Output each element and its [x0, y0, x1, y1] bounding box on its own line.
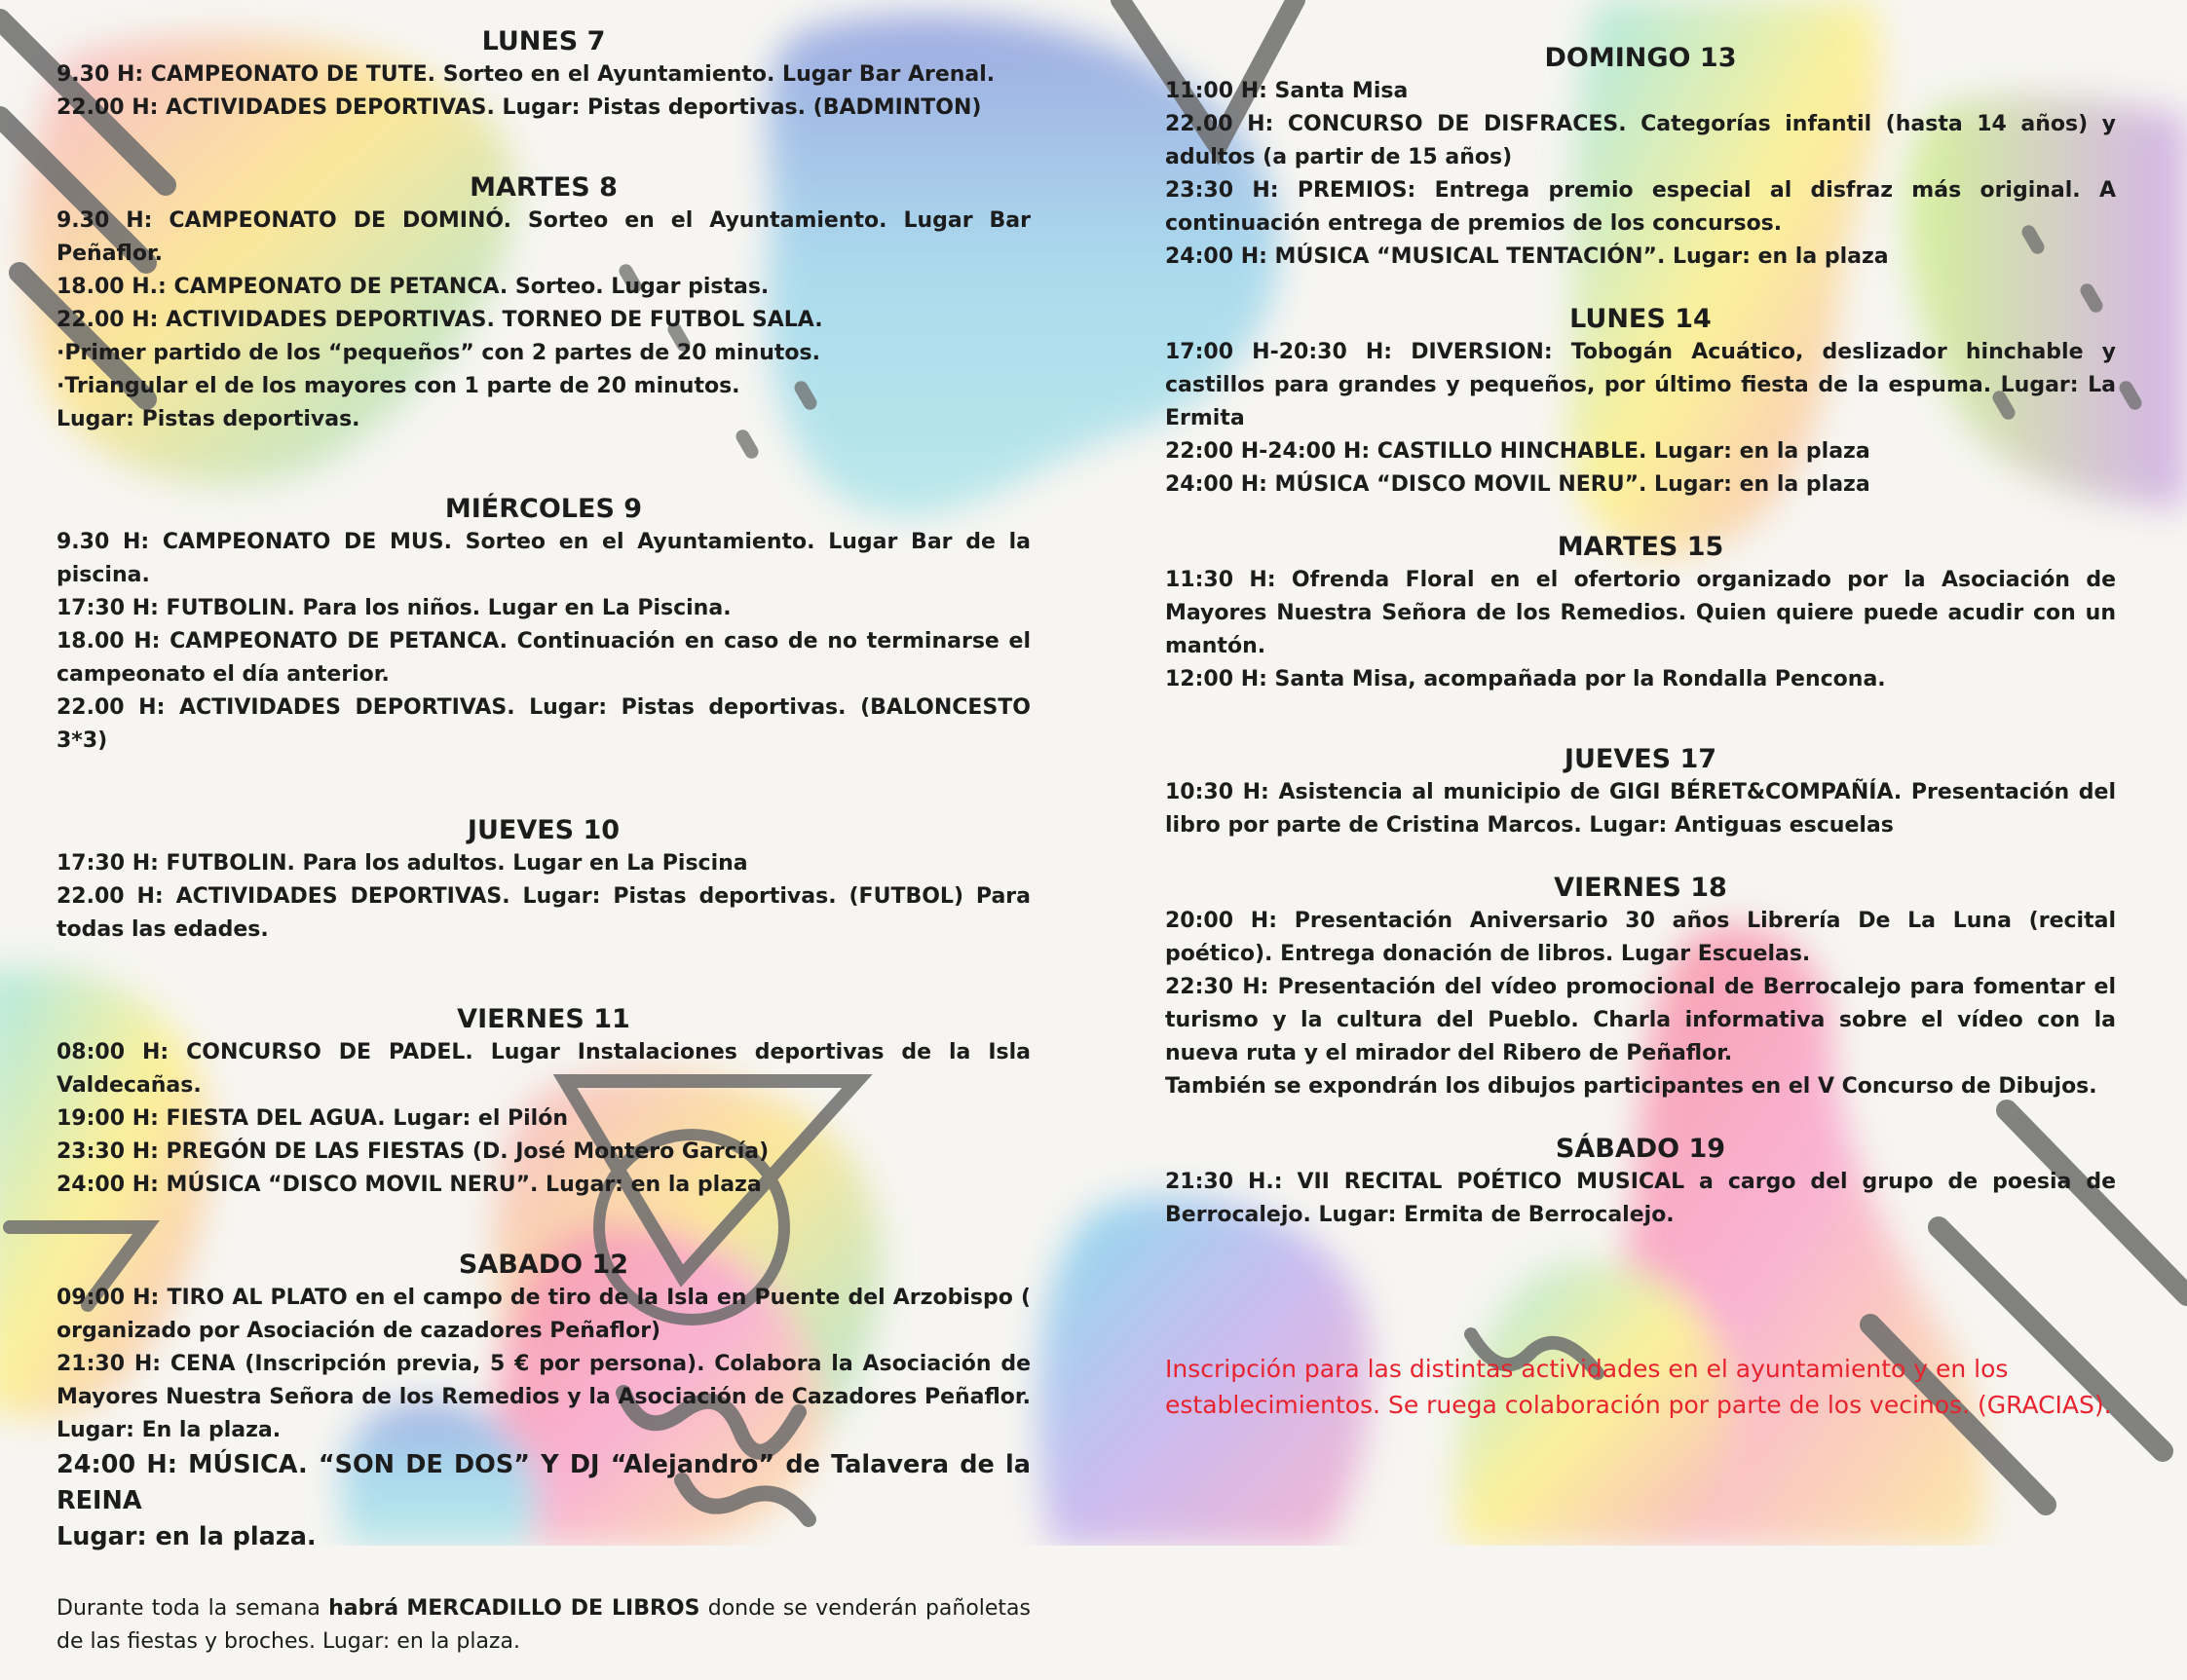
day-block-jueves-10	[57, 814, 1031, 947]
event-line-highlight: Lugar: en la plaza.	[57, 1522, 317, 1551]
registration-notice: Inscripción para las distintas actividades en el ayuntamiento y en los establecimientos. Se ruega colaboración por parte de los vecinos. (GRACIAS).	[1165, 1355, 2112, 1419]
day-block-sabado-12	[57, 1249, 1031, 1555]
event-line: 21:30 H.: VII RECITAL POÉTICO MUSICAL a cargo del grupo de poesia de Berrocalejo. Lugar: Ermita de Berrocalejo.	[1165, 1170, 2116, 1227]
market-text-1: Durante toda la semana	[57, 1596, 329, 1621]
day-title: VIERNES 18	[1554, 873, 1727, 903]
event-line: También se expondrán los dibujos participantes en el V Concurso de Dibujos.	[1165, 1074, 2097, 1099]
day-title: MIÉRCOLES 9	[444, 494, 643, 524]
event-line: 08:00 H: CONCURSO DE PADEL. Lugar Instalaciones deportivas de la Isla Valdecañas.	[57, 1040, 1031, 1098]
day-block-domingo-13	[1165, 42, 2116, 274]
event-line: 11:30 H: Ofrenda Floral en el ofertorio organizado por la Asociación de Mayores Nuestra Señora de los Remedios. Quien quiere puede acudir con un mantón.	[1165, 568, 2116, 658]
day-title: LUNES 7	[481, 26, 606, 56]
event-line: 22.00 H: ACTIVIDADES DEPORTIVAS. Lugar: Pistas deportivas. (BADMINTON)	[57, 95, 982, 120]
day-block-lunes-7	[57, 25, 1031, 125]
event-line: 20:00 H: Presentación Aniversario 30 años Librería De La Luna (recital poético). Entrega donación de libros. Lugar Escuelas.	[1165, 909, 2116, 966]
event-line: 18.00 H: CAMPEONATO DE PETANCA. Continuación en caso de no terminarse el campeonato el día anterior.	[57, 629, 1031, 687]
event-line: 22.00 H: ACTIVIDADES DEPORTIVAS. Lugar: Pistas deportivas. (FUTBOL) Para todas las edades.	[57, 884, 1031, 942]
day-title: SÁBADO 19	[1555, 1134, 1726, 1164]
event-line: 17:30 H: FUTBOLIN. Para los adultos. Lugar en La Piscina	[57, 851, 748, 876]
day-block-miercoles-9	[57, 493, 1031, 758]
event-line: 21:30 H: CENA (Inscripción previa, 5 € por persona). Colabora la Asociación de Mayores Nuestra Señora de los Remedios y la Asociación de Cazadores Peñaflor. Lugar: En la plaza.	[57, 1352, 1031, 1442]
market-text-2: donde se venderán pañoletas de las fiestas y broches. Lugar: en la plaza.	[57, 1596, 1032, 1654]
event-line: 22:30 H: Presentación del vídeo promocional de Berrocalejo para fomentar el turismo y la cultura del Pueblo. Charla informativa sobre el vídeo con la nueva ruta y el mirador del Ribero de Peñaflor.	[1165, 975, 2116, 1065]
left-schedule-column	[57, 25, 1031, 1680]
event-line: 22.00 H: CONCURSO DE DISFRACES. Categorías infantil (hasta 14 años) y adultos (a partir de 15 años)	[1165, 112, 2116, 169]
event-line: 24:00 H: MÚSICA “DISCO MOVIL NERU”. Lugar: en la plaza	[57, 1173, 762, 1197]
event-line: 11:00 H: Santa Misa	[1165, 79, 1409, 103]
market-bold-2: MERCADILLO DE LIBROS	[406, 1596, 700, 1621]
day-title: SABADO 12	[458, 1250, 629, 1280]
market-bold-1: habrá	[328, 1596, 399, 1621]
right-schedule-column	[1165, 42, 2116, 1232]
day-block-martes-8	[57, 171, 1031, 436]
day-title: MARTES 8	[470, 172, 618, 203]
event-line: 17:00 H-20:30 H: DIVERSION: Tobogán Acuático, deslizador hinchable y castillos para grandes y pequeños, por último fiesta de la espuma. Lugar: La Ermita	[1165, 340, 2116, 430]
event-line: 24:00 H: MÚSICA “MUSICAL TENTACIÓN”. Lugar: en la plaza	[1165, 244, 1889, 269]
event-line: 12:00 H: Santa Misa, acompañada por la Rondalla Pencona.	[1165, 667, 1886, 691]
event-line: ·Triangular el de los mayores con 1 parte de 20 minutos.	[57, 374, 740, 398]
day-title: VIERNES 11	[457, 1004, 630, 1034]
event-line: 9.30 H: CAMPEONATO DE MUS. Sorteo en el Ayuntamiento. Lugar Bar de la piscina.	[57, 530, 1031, 587]
event-line: ·Primer partido de los “pequeños” con 2 partes de 20 minutos.	[57, 341, 820, 365]
day-block-lunes-14	[1165, 303, 2116, 502]
day-block-jueves-17	[1165, 743, 2116, 842]
day-title: JUEVES 10	[467, 815, 621, 845]
event-line: 22.00 H: ACTIVIDADES DEPORTIVAS. TORNEO DE FUTBOL SALA.	[57, 308, 823, 332]
day-block-viernes-11	[57, 1003, 1031, 1202]
day-block-sabado-19	[1165, 1133, 2116, 1232]
day-block-viernes-18	[1165, 872, 2116, 1103]
day-title: JUEVES 17	[1564, 744, 1717, 774]
event-line: 22:00 H-24:00 H: CASTILLO HINCHABLE. Lugar: en la plaza	[1165, 439, 1870, 464]
day-title: DOMINGO 13	[1544, 43, 1737, 73]
event-line-highlight: 24:00 H: MÚSICA. “SON DE DOS” Y DJ “Alejandro” de Talavera de la REINA	[57, 1450, 1031, 1515]
event-line: 23:30 H: PREMIOS: Entrega premio especial al disfraz más original. A continuación entrega de premios de los concursos.	[1165, 178, 2116, 236]
event-line: 23:30 H: PREGÓN DE LAS FIESTAS (D. José Montero García)	[57, 1139, 770, 1164]
event-line: 09:00 H: TIRO AL PLATO en el campo de tiro de la Isla en Puente del Arzobispo ( organizado por Asociación de cazadores Peñaflor)	[57, 1286, 1031, 1343]
day-block-martes-15	[1165, 531, 2116, 696]
event-line: 22.00 H: ACTIVIDADES DEPORTIVAS. Lugar: Pistas deportivas. (BALONCESTO 3*3)	[57, 695, 1031, 753]
event-line: 17:30 H: FUTBOLIN. Para los niños. Lugar en La Piscina.	[57, 596, 732, 620]
event-line: 19:00 H: FIESTA DEL AGUA. Lugar: el Pilón	[57, 1106, 569, 1131]
book-market-note	[57, 1592, 1031, 1659]
event-line: 9.30 H: CAMPEONATO DE DOMINÓ. Sorteo en el Ayuntamiento. Lugar Bar Peñaflor.	[57, 208, 1031, 266]
event-line: 24:00 H: MÚSICA “DISCO MOVIL NERU”. Lugar: en la plaza	[1165, 472, 1870, 497]
event-line: Lugar: Pistas deportivas.	[57, 407, 360, 431]
event-line: 18.00 H.: CAMPEONATO DE PETANCA. Sorteo. Lugar pistas.	[57, 275, 770, 299]
day-title: LUNES 14	[1569, 304, 1712, 334]
event-line: 10:30 H: Asistencia al municipio de GIGI BÉRET&COMPAÑÍA. Presentación del libro por parte de Cristina Marcos. Lugar: Antiguas escuelas	[1165, 780, 2116, 838]
day-title: MARTES 15	[1557, 532, 1724, 562]
event-line: 9.30 H: CAMPEONATO DE TUTE. Sorteo en el Ayuntamiento. Lugar Bar Arenal.	[57, 62, 996, 87]
